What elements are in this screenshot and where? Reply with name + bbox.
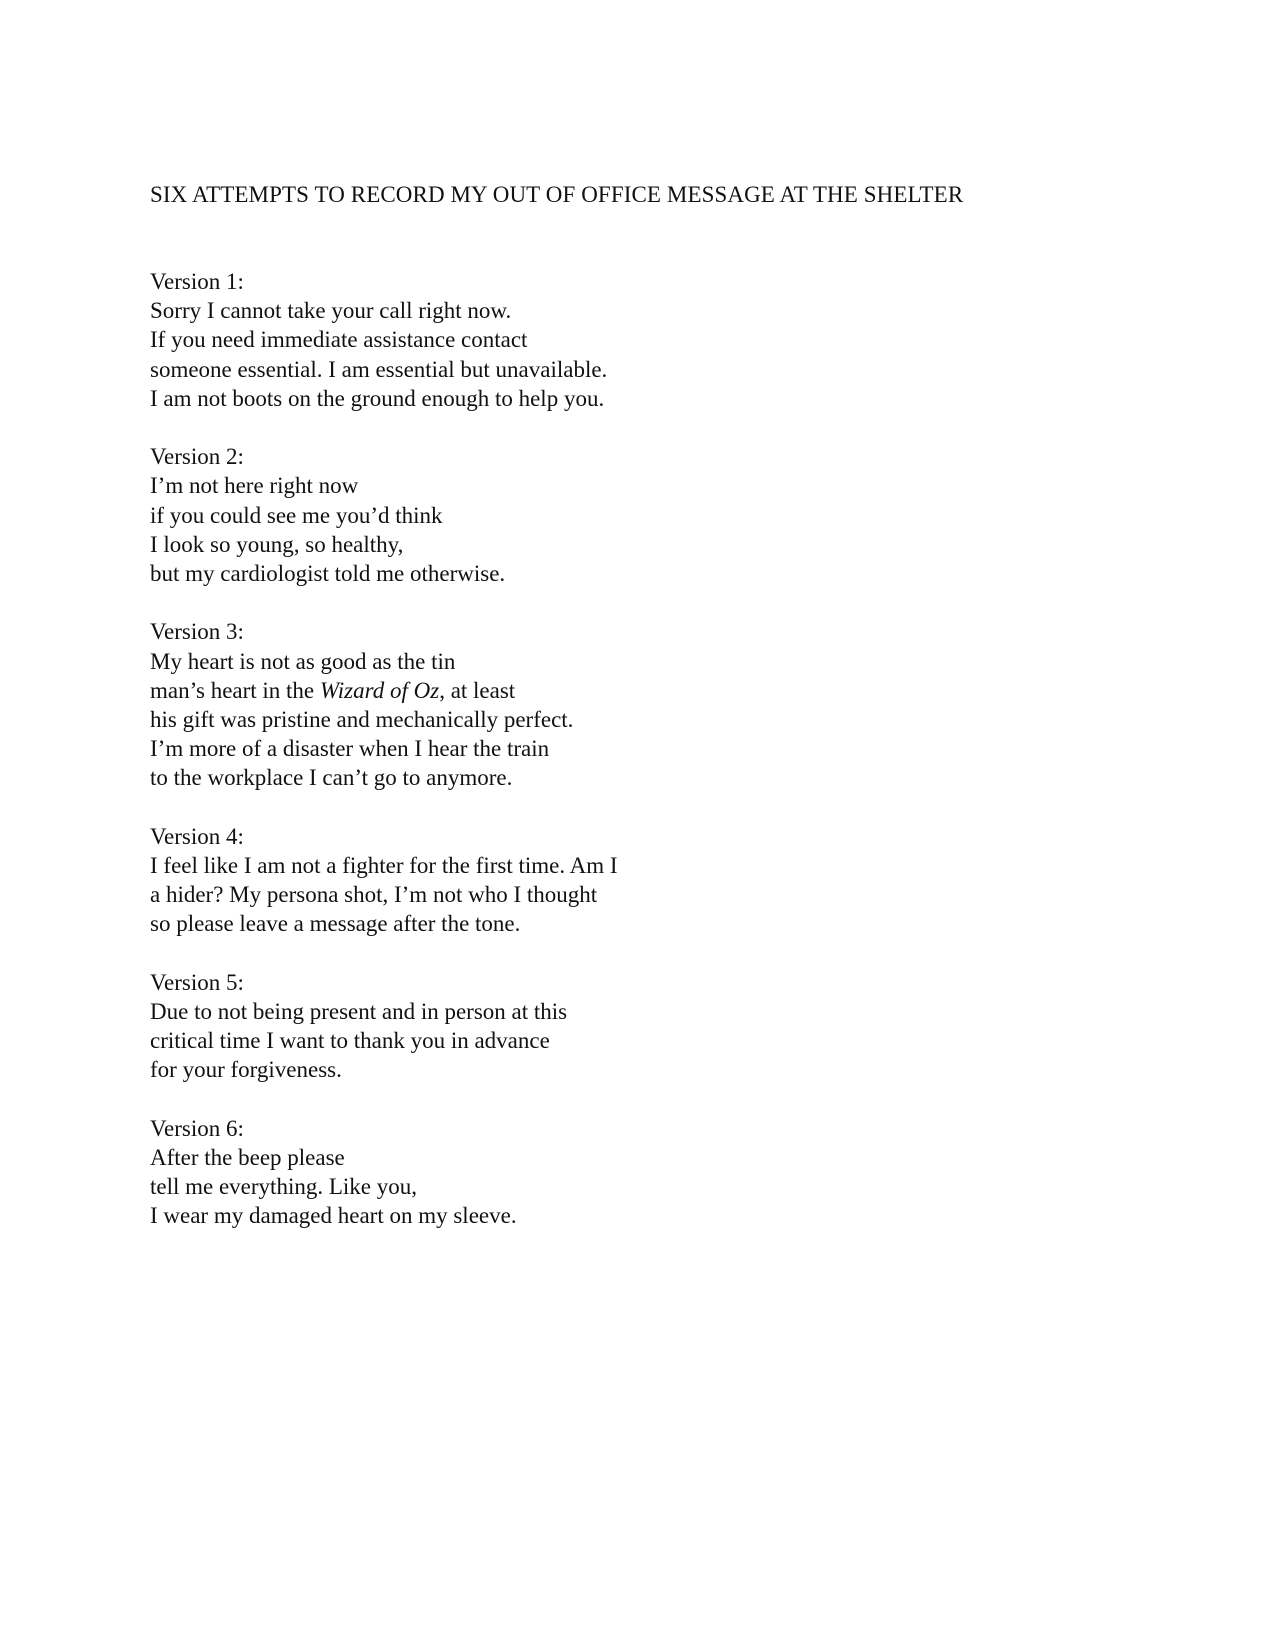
poem-line: to the workplace I can’t go to anymore. [150, 765, 513, 791]
italic-title: Wizard of Oz [319, 677, 440, 703]
poem-line: If you need immediate assistance contact [150, 327, 528, 353]
poem-line: but my cardiologist told me otherwise. [150, 561, 506, 587]
version-heading: Version 1: [150, 269, 244, 294]
poem-line: I’m not here right now [150, 473, 359, 499]
poem-line: his gift was pristine and mechanically perfect. [150, 707, 574, 733]
poem-line: tell me everything. Like you, [150, 1174, 417, 1200]
poem-line: Sorry I cannot take your call right now. [150, 298, 512, 324]
version-heading: Version 5: [150, 969, 244, 995]
poem-line: I am not boots on the ground enough to help you. [150, 385, 605, 411]
stanza-version-2 [150, 442, 1050, 588]
poem-line: My heart is not as good as the tin [150, 648, 456, 674]
line-text: man’s heart in the [150, 677, 320, 703]
line-text-after-italic: , at least [439, 677, 516, 703]
poem-line: I’m more of a disaster when I hear the train [150, 736, 550, 762]
version-heading: Version 6: [150, 1115, 244, 1141]
poem-line: After the beep please [150, 1145, 345, 1171]
stanza-version-6 [150, 1114, 1050, 1231]
poem-line: I feel like I am not a fighter for the first time. Am I [150, 853, 618, 879]
poem-line: Due to not being present and in person at this [150, 999, 568, 1025]
version-heading: Version 3: [150, 619, 244, 645]
poem-line: I wear my damaged heart on my sleeve. [150, 1203, 517, 1229]
stanza-version-3 [150, 617, 1050, 792]
poem-line-with-italic [150, 676, 1050, 705]
stanza-version-4 [150, 822, 1050, 939]
stanza-version-1 [150, 267, 1050, 413]
version-heading: Version 2: [150, 444, 244, 470]
stanza-version-5 [150, 968, 1050, 1085]
poem-line: someone essential. I am essential but unavailable. [150, 356, 608, 382]
poem-line: if you could see me you’d think [150, 502, 443, 528]
poem-line: so please leave a message after the tone. [150, 911, 521, 937]
poem-line: for your forgiveness. [150, 1057, 342, 1083]
poem-line: I look so young, so healthy, [150, 531, 404, 557]
version-heading: Version 4: [150, 823, 244, 849]
poem-title: SIX ATTEMPTS TO RECORD MY OUT OF OFFICE MESSAGE AT THE SHELTER [150, 182, 964, 207]
poem-body [150, 267, 1050, 1260]
poem-line: critical time I want to thank you in advance [150, 1028, 550, 1054]
poem-line: a hider? My persona shot, I’m not who I thought [150, 882, 598, 908]
